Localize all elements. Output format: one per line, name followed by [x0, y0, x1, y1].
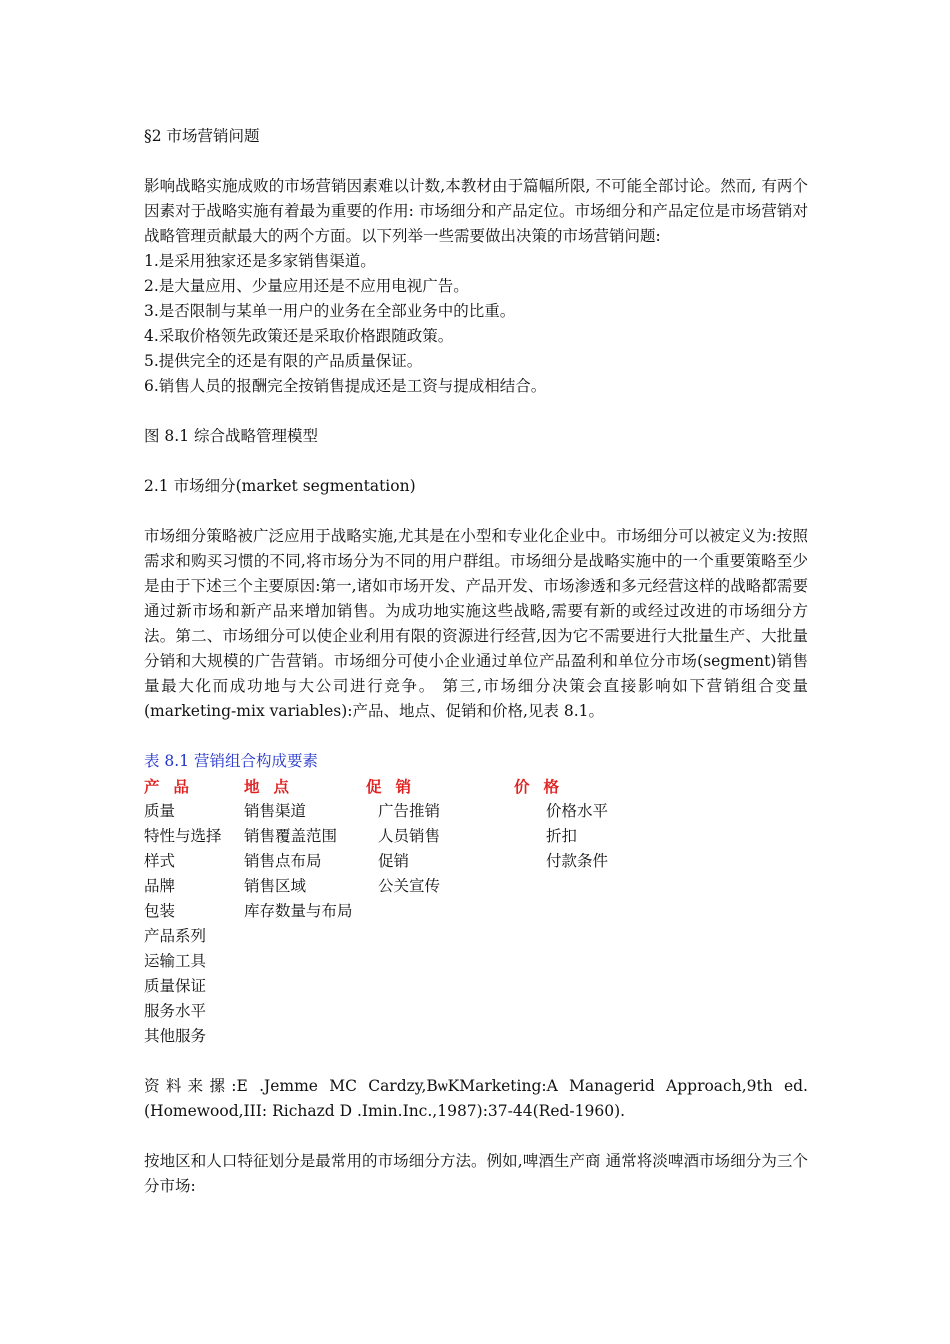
list-item: 2.是大量应用、少量应用还是不应用电视广告。 — [144, 277, 469, 295]
table-row — [144, 799, 808, 824]
table-row — [144, 999, 808, 1024]
table-cell: 价格水平 — [546, 802, 609, 820]
table-cell: 公关宣传 — [378, 877, 441, 895]
header-product: 产品 — [144, 777, 204, 796]
table-cell: 销售区域 — [244, 877, 307, 895]
table-row — [144, 974, 808, 999]
table-cell: 产品系列 — [144, 927, 207, 945]
section-title: §2 市场营销问题 — [144, 127, 260, 145]
source-note: 资料来摞:E .Jemme MC Cardzy,BѡKMarketing:A Managerid Approach,9th ed.(Homewood,III: Richazd D .Imin.Inc.,1987):37-44(Red-1960). — [144, 1077, 808, 1120]
header-place: 地点 — [244, 777, 304, 796]
document-page — [144, 124, 808, 1199]
table-cell: 促销 — [378, 852, 410, 870]
table-title: 表 8.1 营销组合构成要素 — [144, 752, 319, 770]
segmentation-paragraph: 市场细分策略被广泛应用于战略实施,尤其是在小型和专业化企业中。市场细分可以被定义为:按照需求和购买习惯的不同,将市场分为不同的用户群组。市场细分是战略实施中的一个重要策略至少是由于下述三个主要原因:第一,诸如市场开发、产品开发、市场渗透和多元经营这样的战略都需要通过新市场和新产品来增加销售。为成功地实施这些战略,需要有新的或经过改进的市场细分方法。第二、市场细分可以使企业利用有限的资源进行经营,因为它不需要进行大批量生产、大批量分销和大规模的广告营销。市场细分可使小企业通过单位产品盈利和单位分市场(segment)销售量最大化而成功地与大公司进行竞争。 第三,市场细分决策会直接影响如下营销组合变量(marketing-mix variables):产品、地点、促销和价格,见表 8.1。 — [144, 527, 808, 720]
table-cell: 特性与选择 — [144, 827, 222, 845]
table-cell: 服务水平 — [144, 1002, 207, 1020]
list-item: 1.是采用独家还是多家销售渠道。 — [144, 252, 376, 270]
list-item: 4.采取价格领先政策还是采取价格跟随政策。 — [144, 327, 454, 345]
table-row — [144, 1024, 808, 1049]
table-header — [144, 774, 808, 799]
table-cell: 广告推销 — [378, 802, 441, 820]
table-row — [144, 849, 808, 874]
list-item: 3.是否限制与某单一用户的业务在全部业务中的比重。 — [144, 302, 516, 320]
marketing-mix-table — [144, 749, 808, 1049]
table-cell: 人员销售 — [378, 827, 441, 845]
table-cell: 其他服务 — [144, 1027, 207, 1045]
table-row — [144, 949, 808, 974]
table-cell: 样式 — [144, 852, 176, 870]
subsection-title: 2.1 市场细分(market segmentation) — [144, 477, 416, 495]
table-cell: 品牌 — [144, 877, 176, 895]
table-cell: 销售渠道 — [244, 802, 307, 820]
table-cell: 运输工具 — [144, 952, 207, 970]
closing-paragraph: 按地区和人口特征划分是最常用的市场细分方法。例如,啤酒生产商 通常将淡啤酒市场细分为三个分市场: — [144, 1152, 808, 1195]
table-row — [144, 899, 808, 924]
intro-paragraph: 影响战略实施成败的市场营销因素难以计数,本教材由于篇幅所限, 不可能全部讨论。然而, 有两个因素对于战略实施有着最为重要的作用: 市场细分和产品定位。市场细分和产品定位是市场营销对战略管理贡献最大的两个方面。以下列举一些需要做出决策的市场营销问题: — [144, 177, 808, 245]
table-row — [144, 874, 808, 899]
table-cell: 包装 — [144, 902, 176, 920]
question-list — [144, 249, 808, 399]
table-cell: 付款条件 — [546, 852, 609, 870]
figure-caption: 图 8.1 综合战略管理模型 — [144, 427, 319, 445]
table-cell: 销售点布局 — [244, 852, 322, 870]
list-item: 5.提供完全的还是有限的产品质量保证。 — [144, 352, 423, 370]
table-cell: 库存数量与布局 — [244, 902, 353, 920]
table-cell: 质量保证 — [144, 977, 207, 995]
table-cell: 折扣 — [546, 827, 578, 845]
list-item: 6.销售人员的报酬完全按销售提成还是工资与提成相结合。 — [144, 377, 547, 395]
table-row — [144, 824, 808, 849]
table-cell: 质量 — [144, 802, 176, 820]
table-cell: 销售覆盖范围 — [244, 827, 338, 845]
table-row — [144, 924, 808, 949]
header-promotion: 促销 — [366, 777, 426, 796]
header-price: 价格 — [514, 777, 574, 796]
